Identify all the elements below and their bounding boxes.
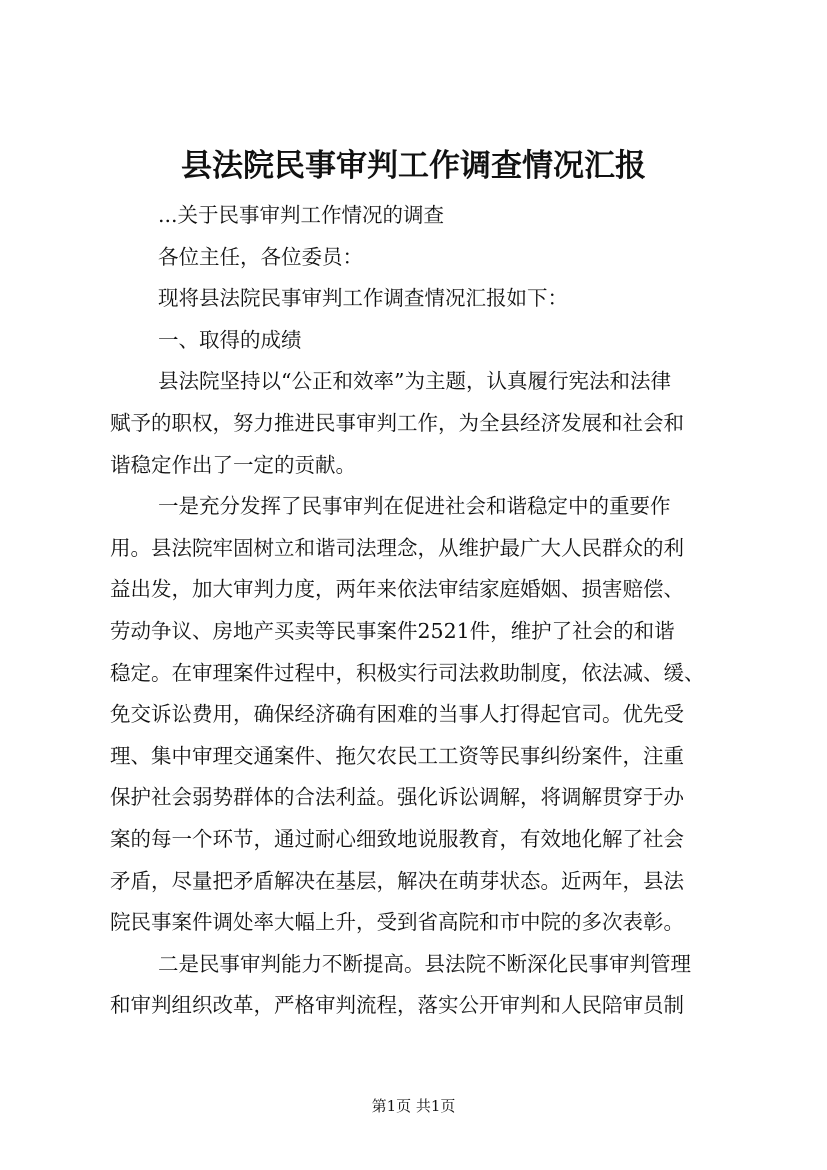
body-line: 保护社会弱势群体的合法利益。强化诉讼调解，将调解贯穿于办	[110, 785, 684, 810]
body-line: ...关于民事审判工作情况的调查	[158, 203, 445, 227]
body-line: 各位主任，各位委员：	[158, 244, 363, 269]
body-line: 县法院坚持以“公正和效率”为主题，认真履行宪法和法律	[158, 369, 671, 394]
body-line: 二是民事审判能力不断提高。县法院不断深化民事审判管理	[158, 951, 691, 976]
body-line: 益出发，加大审判力度，两年来依法审结家庭婚姻、损害赔偿、	[110, 577, 684, 602]
document-title: 县法院民事审判工作调查情况汇报	[181, 148, 646, 184]
body-line: 免交诉讼费用，确保经济确有困难的当事人打得起官司。优先受	[110, 702, 684, 727]
section-heading: 一、取得的成绩	[158, 327, 302, 352]
document-body	[110, 195, 735, 1027]
body-line: 谐稳定作出了一定的贡献。	[110, 452, 356, 477]
body-line: 和审判组织改革，严格审判流程，落实公开审判和人民陪审员制	[110, 993, 684, 1018]
body-line: 一是充分发挥了民事审判在促进社会和谐稳定中的重要作	[158, 494, 671, 519]
body-line: 赋予的职权，努力推进民事审判工作，为全县经济发展和社会和	[110, 410, 684, 435]
body-line: 案的每一个环节，通过耐心细致地说服教育，有效地化解了社会	[110, 826, 684, 851]
page-number-footer: 第1页 共1页	[371, 1097, 456, 1115]
body-line: 矛盾，尽量把矛盾解决在基层，解决在萌芽状态。近两年，县法	[110, 868, 684, 893]
body-line: 院民事案件调处率大幅上升，受到省高院和市中院的多次表彰。	[110, 910, 684, 935]
body-line: 用。县法院牢固树立和谐司法理念，从维护最广大人民群众的利	[110, 535, 684, 560]
body-line: 劳动争议、房地产买卖等民事案件2521件，维护了社会的和谐	[110, 618, 675, 643]
body-line: 稳定。在审理案件过程中，积极实行司法救助制度，依法减、缓、	[110, 660, 705, 685]
body-line: 现将县法院民事审判工作调查情况汇报如下：	[158, 286, 568, 311]
body-line: 理、集中审理交通案件、拖欠农民工工资等民事纠纷案件，注重	[110, 743, 684, 768]
